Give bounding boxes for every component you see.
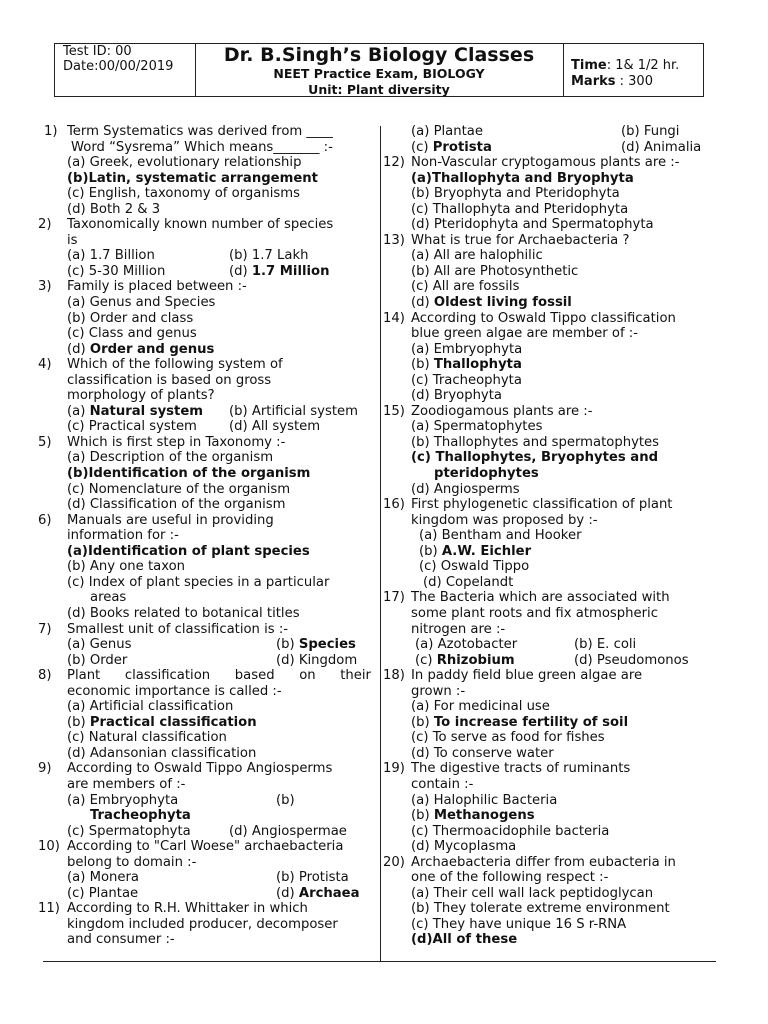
question-10: 10) According to "Carl Woese" archaebacteria	[38, 839, 344, 855]
option: (c) Nomenclature of the organism	[67, 481, 291, 497]
option: (a) Artificial classification	[67, 699, 234, 715]
option-row: (c) Protista (d) Animalia	[411, 139, 702, 155]
option-answer: (b) Practical classification	[67, 714, 257, 730]
option-row: (a) Genus (b) Species	[67, 637, 356, 653]
question-line: belong to domain :-	[67, 854, 197, 870]
question-14: 14) According to Oswald Tippo classification	[383, 310, 676, 326]
left-column	[38, 124, 376, 948]
question-7: 7) Smallest unit of classification is :-	[38, 621, 289, 637]
option-row: (c) Practical system (d) All system	[67, 419, 321, 435]
question-9: 9) According to Oswald Tippo Angiosperms	[38, 761, 333, 777]
question-12: 12) Non-Vascular cryptogamous plants are :-	[383, 155, 680, 171]
option: (d) Classification of the organism	[67, 497, 286, 513]
bottom-rule	[43, 961, 716, 962]
question-line: grown :-	[411, 683, 466, 699]
option: (d) Pteridophyta and Spermatophyta	[411, 217, 654, 233]
option: (d) Bryophyta	[411, 388, 502, 404]
column-divider	[380, 126, 381, 962]
option-answer: (d) Oldest living fossil	[411, 295, 572, 311]
option-cont: areas	[90, 590, 127, 606]
option-answer: (b)Identification of the organism	[67, 466, 311, 482]
option: (c) All are fossils	[411, 279, 520, 295]
question-line: Word “Sysrema” Which means_______ :-	[71, 139, 333, 155]
option: (c) Thallophyta and Pteridophyta	[411, 201, 629, 217]
question-line: contain :-	[411, 776, 474, 792]
option-answer: (d)All of these	[411, 932, 518, 948]
option-answer: (d) Order and genus	[67, 341, 215, 357]
option: (a) All are halophilic	[411, 248, 543, 264]
question-13: 13) What is true for Archaebacteria ?	[383, 232, 630, 248]
question-8: 8) Plant classification based on their	[38, 668, 371, 684]
question-line: information for :-	[67, 528, 179, 544]
option: (c) Natural classification	[67, 730, 227, 746]
option: (c) They have unique 16 S r-RNA	[411, 916, 627, 932]
question-line: morphology of plants?	[67, 388, 215, 404]
option: (c) Class and genus	[67, 326, 197, 342]
option-answer: (b) To increase fertility of soil	[411, 714, 629, 730]
title-cell	[195, 44, 563, 96]
exam-marks: Marks : 300	[571, 74, 653, 89]
question-2: 2) Taxonomically known number of species	[38, 217, 334, 233]
option-answer: (a)Thallophyta and Bryophyta	[411, 170, 634, 186]
question-3: 3) Family is placed between :-	[38, 279, 247, 295]
question-line: kingdom was proposed by :-	[411, 512, 598, 528]
option: (d) Copelandt	[423, 574, 514, 590]
option: (c) Oswald Tippo	[419, 559, 530, 575]
exam-header	[54, 43, 704, 97]
option-answer-cont: pteridophytes	[434, 466, 539, 482]
option: (d) Mycoplasma	[411, 839, 517, 855]
question-line: are members of :-	[67, 776, 186, 792]
option: (c) To serve as food for fishes	[411, 730, 605, 746]
question-19: 19) The digestive tracts of ruminants	[383, 761, 631, 777]
option: (a) For medicinal use	[411, 699, 550, 715]
option-row: (a) Embryophyta (b)	[67, 792, 295, 808]
option-row: (a) Monera (b) Protista	[67, 870, 349, 886]
option: (b) They tolerate extreme environment	[411, 901, 670, 917]
question-line: blue green algae are member of :-	[411, 326, 639, 342]
question-line: classification is based on gross	[67, 372, 272, 388]
option-answer: (a)Identification of plant species	[67, 543, 310, 559]
option: (c) English, taxonomy of organisms	[67, 186, 300, 202]
question-line: kingdom included producer, decomposer	[67, 916, 338, 932]
option-answer: Tracheophyta	[90, 808, 191, 824]
option: (a) Halophilic Bacteria	[411, 792, 558, 808]
option-answer: (b) Methanogens	[411, 808, 535, 824]
option: (c) Thermoacidophile bacteria	[411, 823, 610, 839]
option-row: (c) Plantae (d) Archaea	[67, 885, 360, 901]
question-line: one of the following respect :-	[411, 870, 609, 886]
option: (a) Genus and Species	[67, 295, 216, 311]
option: (a) Description of the organism	[67, 450, 274, 466]
option-row: (b) Order (d) Kingdom	[67, 652, 358, 668]
option-row: (a) Azotobacter (b) E. coli	[415, 637, 637, 653]
question-line: some plant roots and fix atmospheric	[411, 605, 658, 621]
question-line: is	[67, 232, 78, 248]
question-18: 18) In paddy field blue green algae are	[383, 668, 643, 684]
option-row: (a) 1.7 Billion (b) 1.7 Lakh	[67, 248, 309, 264]
option: (a) Embryophyta	[411, 341, 523, 357]
exam-unit: Unit: Plant diversity	[308, 82, 450, 97]
option: (a) Bentham and Hooker	[419, 528, 582, 544]
option: (b) Any one taxon	[67, 559, 186, 575]
question-16: 16) First phylogenetic classification of plant	[383, 497, 673, 513]
test-info-cell	[55, 44, 196, 96]
option: (d) Angiosperms	[411, 481, 520, 497]
option-answer: (b) A.W. Eichler	[419, 543, 532, 559]
right-column	[383, 124, 713, 948]
option-answer: (b)Latin, systematic arrangement	[67, 170, 318, 186]
question-4: 4) Which of the following system of	[38, 357, 283, 373]
option: (b) Thallophytes and spermatophytes	[411, 434, 660, 450]
option-row: (c) Spermatophyta (d) Angiospermae	[67, 823, 347, 839]
option: (d) Books related to botanical titles	[67, 605, 300, 621]
test-date: Date:00/00/2019	[63, 59, 174, 74]
option-row: (a) Plantae (b) Fungi	[411, 124, 680, 139]
option: (d) Both 2 & 3	[67, 201, 161, 217]
option-answer: (b) Thallophyta	[411, 357, 522, 373]
question-15: 15) Zoodiogamous plants are :-	[383, 403, 593, 419]
option: (d) To conserve water	[411, 745, 554, 761]
page-title: Dr. B.Singh’s Biology Classes	[223, 44, 535, 66]
option: (a) Spermatophytes	[411, 419, 543, 435]
option: (c) Tracheophyta	[411, 372, 522, 388]
option-row: (a) Natural system (b) Artificial system	[67, 403, 358, 419]
test-id: Test ID: 00	[63, 44, 132, 59]
question-11: 11) According to R.H. Whittaker in which	[38, 901, 308, 917]
question-5: 5) Which is first step in Taxonomy :-	[38, 434, 286, 450]
option: (b) Bryophyta and Pteridophyta	[411, 186, 620, 202]
option: (a) Greek, evolutionary relationship	[67, 155, 302, 171]
question-1: 1) Term Systematics was derived from ____	[44, 124, 333, 139]
question-line: and consumer :-	[67, 932, 175, 948]
option: (c) Index of plant species in a particular	[67, 574, 330, 590]
exam-time: Time: 1& 1/2 hr.	[571, 58, 680, 73]
question-line: nitrogen are :-	[411, 621, 506, 637]
question-line: economic importance is called :-	[67, 683, 282, 699]
question-20: 20) Archaebacteria differ from eubacteria in	[383, 854, 676, 870]
option: (b) Order and class	[67, 310, 194, 326]
option: (d) Adansonian classification	[67, 745, 257, 761]
question-6: 6) Manuals are useful in providing	[38, 512, 274, 528]
exam-subtitle: NEET Practice Exam, BIOLOGY	[273, 66, 485, 81]
time-marks-cell	[563, 44, 704, 96]
option-answer: (c) Thallophytes, Bryophytes and	[411, 450, 659, 466]
option: (a) Their cell wall lack peptidoglycan	[411, 885, 654, 901]
option-row: (c) 5-30 Million (d) 1.7 Million	[67, 263, 330, 279]
question-17: 17) The Bacteria which are associated with	[383, 590, 670, 606]
option-row: (c) Rhizobium (d) Pseudomonos	[415, 652, 689, 668]
option: (b) All are Photosynthetic	[411, 263, 579, 279]
